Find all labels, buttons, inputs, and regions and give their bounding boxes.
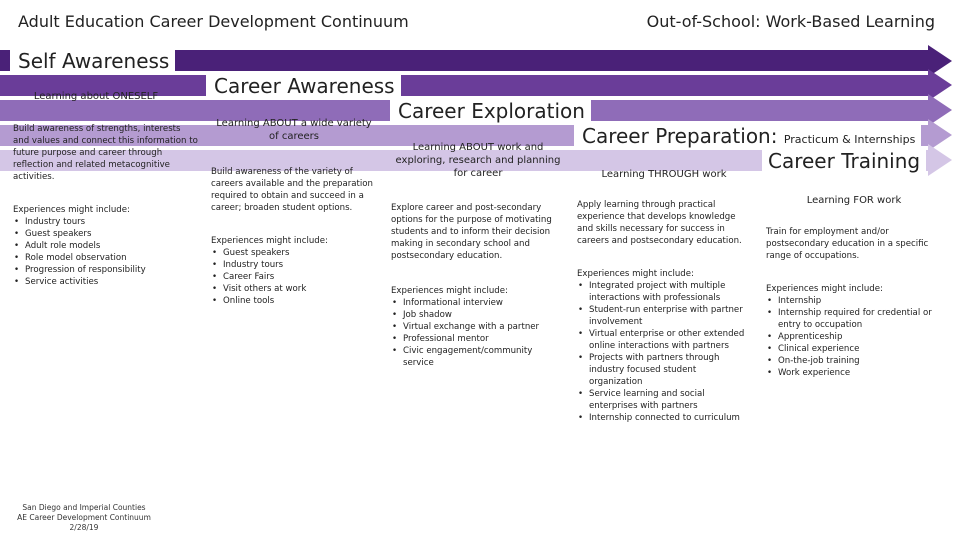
list-item: • Service learning and social enterprises with partners <box>577 388 751 412</box>
experiences-career-preparation <box>577 268 751 424</box>
subtitle-career-training: Learning FOR work <box>806 195 902 206</box>
experiences-career-awareness <box>211 235 381 307</box>
list-item: • Professional mentor <box>391 333 563 345</box>
description-career-training: Train for employment and/or postsecondary education in a specific range of occupations. <box>766 227 929 261</box>
stage-title-career-preparation <box>574 124 921 149</box>
document-title: Adult Education Career Development Continuum <box>18 12 409 31</box>
list-item: • Service activities <box>13 276 199 288</box>
list-item: • Visit others at work <box>211 283 381 295</box>
list-item: • Informational interview <box>391 297 563 309</box>
list-item: • Virtual enterprise or other extended online interactions with partners <box>577 328 751 352</box>
footer-line: AE Career Development Continuum <box>17 513 151 522</box>
subtitle-career-preparation: Learning THROUGH work <box>601 169 727 180</box>
list-item: • Internship <box>766 295 946 307</box>
stage-title-career-training: Career Training <box>762 149 926 174</box>
footer-date: 2/28/19 <box>69 523 99 532</box>
band-arrow-career-training <box>928 144 952 176</box>
list-item: • On-the-job training <box>766 355 946 367</box>
stage-title-self-awareness: Self Awareness <box>10 49 175 74</box>
list-item: • Virtual exchange with a partner <box>391 321 563 333</box>
description-self-awareness: Build awareness of strengths, interests and values and connect this information to future purpose and career through reflection and related metacognitive activities. <box>13 124 198 182</box>
list-item: • Student-run enterprise with partner involvement <box>577 304 751 328</box>
list-item: • Progression of responsibility <box>13 264 199 276</box>
list-item: • Clinical experience <box>766 343 946 355</box>
list-item: • Online tools <box>211 295 381 307</box>
experiences-career-training <box>766 283 946 379</box>
stage-title-career-preparation-main: Career Preparation: <box>582 124 778 148</box>
list-item: • Role model observation <box>13 252 199 264</box>
subtitle-self-awareness: Learning about ONESELF <box>33 91 159 102</box>
experiences-label: Experiences might include: <box>577 269 694 279</box>
list-item: • Adult role models <box>13 240 199 252</box>
stage-title-career-awareness: Career Awareness <box>206 74 401 99</box>
subtitle-career-exploration: Learning ABOUT work and exploring, research and planning for career <box>395 142 561 179</box>
section-title: Out-of-School: Work-Based Learning <box>646 12 935 31</box>
list-item: • Internship connected to curriculum <box>577 412 751 424</box>
list-item: • Integrated project with multiple interactions with professionals <box>577 280 751 304</box>
footer-credit <box>4 503 164 533</box>
experiences-label: Experiences might include: <box>766 284 883 294</box>
list-item: • Guest speakers <box>13 228 199 240</box>
experiences-label: Experiences might include: <box>13 205 130 215</box>
list-item: • Industry tours <box>211 259 381 271</box>
description-career-exploration: Explore career and post-secondary options for the purpose of motivating students and to inform their decision making in secondary school and postsecondary education. <box>391 203 552 261</box>
description-career-awareness: Build awareness of the variety of careers available and the preparation required to obtain and succeed in a career; broaden student options. <box>211 167 373 213</box>
description-career-preparation: Apply learning through practical experience that develops knowledge and skills necessary for success in careers and postsecondary education. <box>577 200 742 246</box>
experiences-self-awareness <box>13 204 199 288</box>
list-item: • Internship required for credential or entry to occupation <box>766 307 946 331</box>
experiences-career-exploration <box>391 285 563 369</box>
list-item: • Guest speakers <box>211 247 381 259</box>
list-item: • Career Fairs <box>211 271 381 283</box>
experiences-label: Experiences might include: <box>211 236 328 246</box>
subtitle-career-awareness: Learning ABOUT a wide variety of careers <box>216 118 372 142</box>
list-item: • Industry tours <box>13 216 199 228</box>
stage-title-career-exploration: Career Exploration <box>390 99 591 124</box>
stage-title-career-preparation-suffix: Practicum & Internships <box>783 133 916 146</box>
list-item: • Job shadow <box>391 309 563 321</box>
list-item: • Apprenticeship <box>766 331 946 343</box>
footer-line: San Diego and Imperial Counties <box>22 503 146 512</box>
list-item: • Work experience <box>766 367 946 379</box>
list-item: • Civic engagement/community service <box>391 345 563 369</box>
list-item: • Projects with partners through industry focused student organization <box>577 352 751 388</box>
experiences-label: Experiences might include: <box>391 286 508 296</box>
